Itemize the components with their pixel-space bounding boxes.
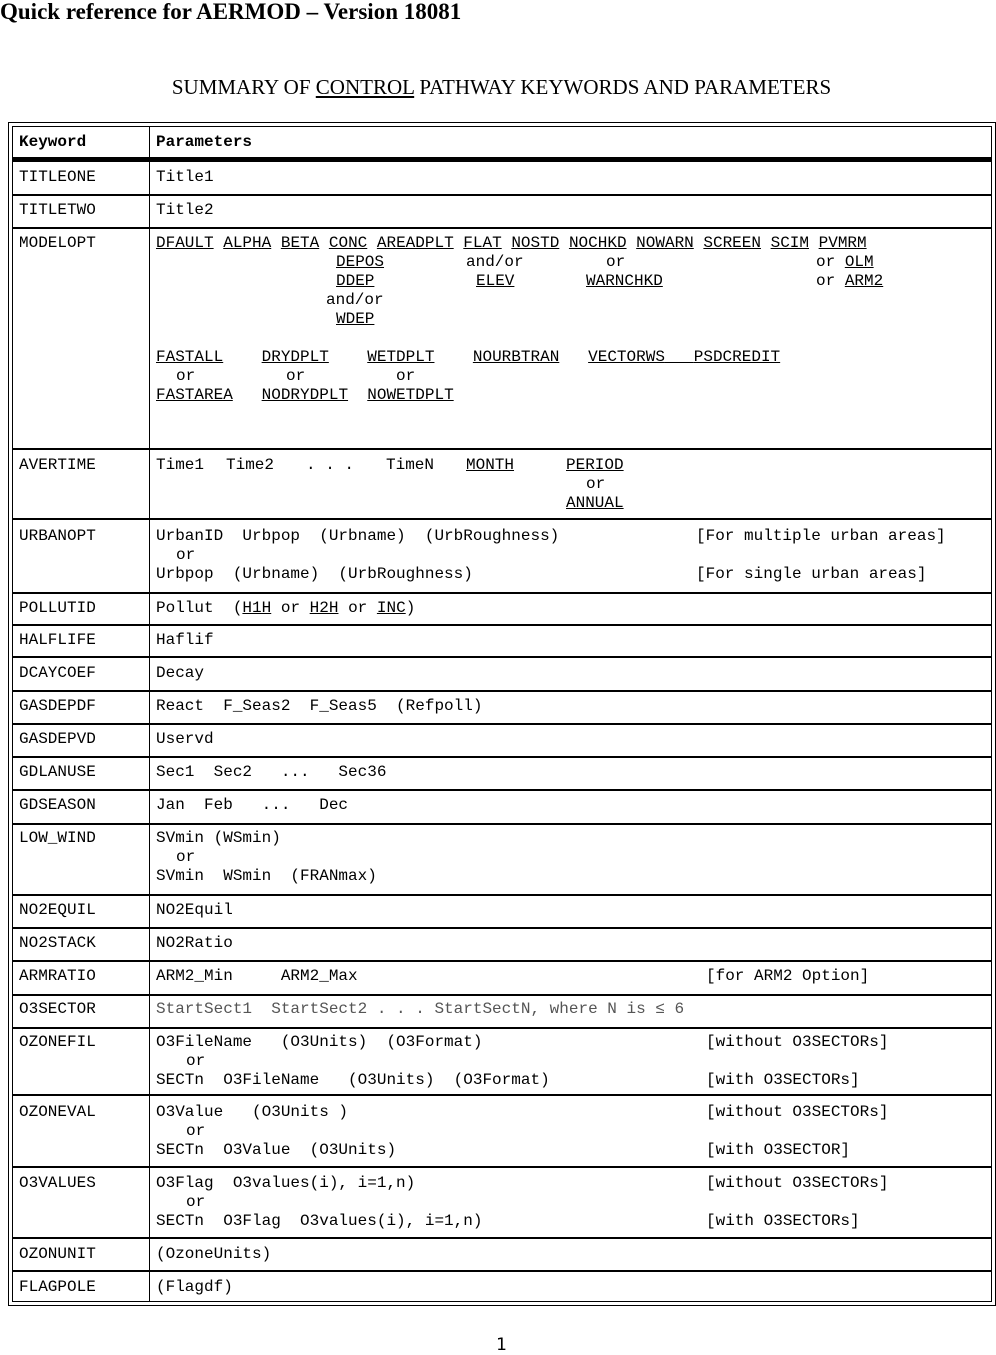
parameter-note: [without O3SECTORs] <box>706 1103 889 1121</box>
row-divider <box>13 690 991 692</box>
keyword-cell: GASDEPVD <box>19 730 96 748</box>
modelopt-line-1: DFAULT ALPHA BETA CONC AREADPLT FLAT NOSTD NOCHKD NOWARN SCREEN SCIM PVMRM <box>156 234 867 252</box>
keyword-cell: OZONEFIL <box>19 1033 96 1051</box>
keyword-cell: GDSEASON <box>19 796 96 814</box>
keyword-cell: NO2EQUIL <box>19 901 96 919</box>
row-divider <box>13 194 991 196</box>
keyword-cell: O3SECTOR <box>19 1000 96 1018</box>
column-divider <box>149 127 150 1301</box>
modelopt-wdep: WDEP <box>336 310 375 328</box>
row-divider <box>13 756 991 758</box>
keyword-cell: DCAYCOEF <box>19 664 96 682</box>
parameter-cell: UrbanID Urbpop (Urbname) (UrbRoughness) <box>156 527 560 545</box>
row-divider <box>13 1237 991 1239</box>
keyword-column-header: Keyword <box>19 133 87 151</box>
modelopt-and-or: and/or <box>466 253 524 271</box>
keyword-cell: HALFLIFE <box>19 631 96 649</box>
parameter-cell: (OzoneUnits) <box>156 1245 272 1263</box>
parameter-cell: Decay <box>156 664 205 682</box>
keyword-table <box>8 122 996 1306</box>
parameter-cell: O3Value (O3Units ) <box>156 1103 349 1121</box>
keyword-cell: O3VALUES <box>19 1174 96 1192</box>
row-divider <box>13 894 991 896</box>
parameter-cell: (Flagdf) <box>156 1278 233 1296</box>
modelopt-or-2: or <box>286 367 306 385</box>
modelopt-and-or-2: and/or <box>326 291 384 309</box>
parameter-note: [with O3SECTORs] <box>706 1212 860 1230</box>
parameter-cell: StartSect1 StartSect2 . . . StartSectN, where N is ≤ 6 <box>156 1000 685 1018</box>
modelopt-or-olm: or OLM <box>816 253 874 271</box>
parameters-column-header: Parameters <box>156 133 253 151</box>
row-divider <box>13 1270 991 1272</box>
keyword-cell: ARMRATIO <box>19 967 96 985</box>
modelopt-or-3: or <box>396 367 416 385</box>
avertime-dots: . . . <box>306 456 355 474</box>
or-separator: or <box>186 1193 206 1211</box>
row-divider <box>13 1094 991 1096</box>
parameter-cell: Jan Feb ... Dec <box>156 796 349 814</box>
or-separator: or <box>176 848 196 866</box>
parameter-cell: Title2 <box>156 201 214 219</box>
parameter-cell: Title1 <box>156 168 214 186</box>
parameter-cell: Urbpop (Urbname) (UrbRoughness) <box>156 565 473 583</box>
keyword-cell: GDLANUSE <box>19 763 96 781</box>
keyword-cell: FLAGPOLE <box>19 1278 96 1296</box>
modelopt-line-no: FASTAREA NODRYDPLT NOWETDPLT <box>156 386 454 404</box>
avertime-period: PERIOD <box>566 456 624 474</box>
parameter-note: [with O3SECTORs] <box>706 1071 860 1089</box>
modelopt-elev: ELEV <box>476 272 515 290</box>
heading-suffix: PATHWAY KEYWORDS AND PARAMETERS <box>414 75 832 99</box>
or-separator: or <box>186 1052 206 1070</box>
parameter-note: [without O3SECTORs] <box>706 1033 889 1051</box>
parameter-note: [with O3SECTOR] <box>706 1141 851 1159</box>
avertime-annual: ANNUAL <box>566 494 624 512</box>
modelopt-line-fast: FASTALL DRYDPLT WETDPLT NOURBTRAN VECTORWS PSDCREDIT <box>156 348 781 366</box>
parameter-cell: Uservd <box>156 730 214 748</box>
header-rule <box>13 157 991 162</box>
parameter-cell: ARM2_Min ARM2_Max <box>156 967 358 985</box>
page-number: 1 <box>496 1335 507 1355</box>
parameter-cell: SECTn O3Flag O3values(i), i=1,n) <box>156 1212 483 1230</box>
keyword-cell: AVERTIME <box>19 456 96 474</box>
parameter-cell: React F_Seas2 F_Seas5 (Refpoll) <box>156 697 483 715</box>
parameter-cell: SVmin (WSmin) <box>156 829 281 847</box>
parameter-cell: NO2Ratio <box>156 934 233 952</box>
parameter-note: [without O3SECTORs] <box>706 1174 889 1192</box>
parameter-cell: O3Flag O3values(i), i=1,n) <box>156 1174 416 1192</box>
modelopt-or-1: or <box>176 367 196 385</box>
parameter-cell: Sec1 Sec2 ... Sec36 <box>156 763 387 781</box>
heading-prefix: SUMMARY OF <box>171 75 316 99</box>
parameter-note: [for ARM2 Option] <box>706 967 870 985</box>
row-divider <box>13 656 991 658</box>
keyword-cell: TITLEONE <box>19 168 96 186</box>
keyword-cell: OZONEVAL <box>19 1103 96 1121</box>
avertime-or: or <box>586 475 606 493</box>
keyword-cell: GASDEPDF <box>19 697 96 715</box>
row-divider <box>13 518 991 520</box>
row-divider <box>13 927 991 929</box>
row-divider <box>13 448 991 450</box>
document-title: Quick reference for AERMOD – Version 18081 <box>0 0 462 24</box>
avertime-time2: Time2 <box>226 456 275 474</box>
parameter-cell: SECTn O3Value (O3Units) <box>156 1141 397 1159</box>
parameter-cell: Haflif <box>156 631 214 649</box>
keyword-cell: LOW_WIND <box>19 829 96 847</box>
parameter-note: [For single urban areas] <box>696 565 927 583</box>
keyword-table-grid <box>12 126 992 1302</box>
section-heading <box>0 74 996 100</box>
heading-pathway: CONTROL <box>315 75 415 99</box>
modelopt-warnchkd: WARNCHKD <box>586 272 663 290</box>
avertime-month: MONTH <box>466 456 515 474</box>
keyword-cell: TITLETWO <box>19 201 96 219</box>
parameter-note: [For multiple urban areas] <box>696 527 946 545</box>
row-divider <box>13 1166 991 1168</box>
keyword-cell: MODELOPT <box>19 234 96 252</box>
row-divider <box>13 624 991 626</box>
keyword-cell: URBANOPT <box>19 527 96 545</box>
row-divider <box>13 1027 991 1029</box>
row-divider <box>13 960 991 962</box>
parameter-cell: NO2Equil <box>156 901 233 919</box>
row-divider <box>13 994 991 996</box>
keyword-cell: OZONUNIT <box>19 1245 96 1263</box>
row-divider <box>13 592 991 594</box>
modelopt-ddep: DDEP <box>336 272 375 290</box>
modelopt-or: or <box>606 253 626 271</box>
modelopt-or-arm2: or ARM2 <box>816 272 884 290</box>
modelopt-depos: DEPOS <box>336 253 385 271</box>
row-divider <box>13 789 991 791</box>
parameter-cell: SVmin WSmin (FRANmax) <box>156 867 377 885</box>
parameter-cell: Pollut (H1H or H2H or INC) <box>156 599 416 617</box>
or-separator: or <box>186 1122 206 1140</box>
keyword-cell: POLLUTID <box>19 599 96 617</box>
row-divider <box>13 227 991 229</box>
row-divider <box>13 723 991 725</box>
avertime-time1: Time1 <box>156 456 205 474</box>
or-separator: or <box>176 546 196 564</box>
avertime-timen: TimeN <box>386 456 435 474</box>
keyword-cell: NO2STACK <box>19 934 96 952</box>
parameter-cell: SECTn O3FileName (O3Units) (O3Format) <box>156 1071 550 1089</box>
parameter-cell: O3FileName (O3Units) (O3Format) <box>156 1033 483 1051</box>
row-divider <box>13 823 991 825</box>
